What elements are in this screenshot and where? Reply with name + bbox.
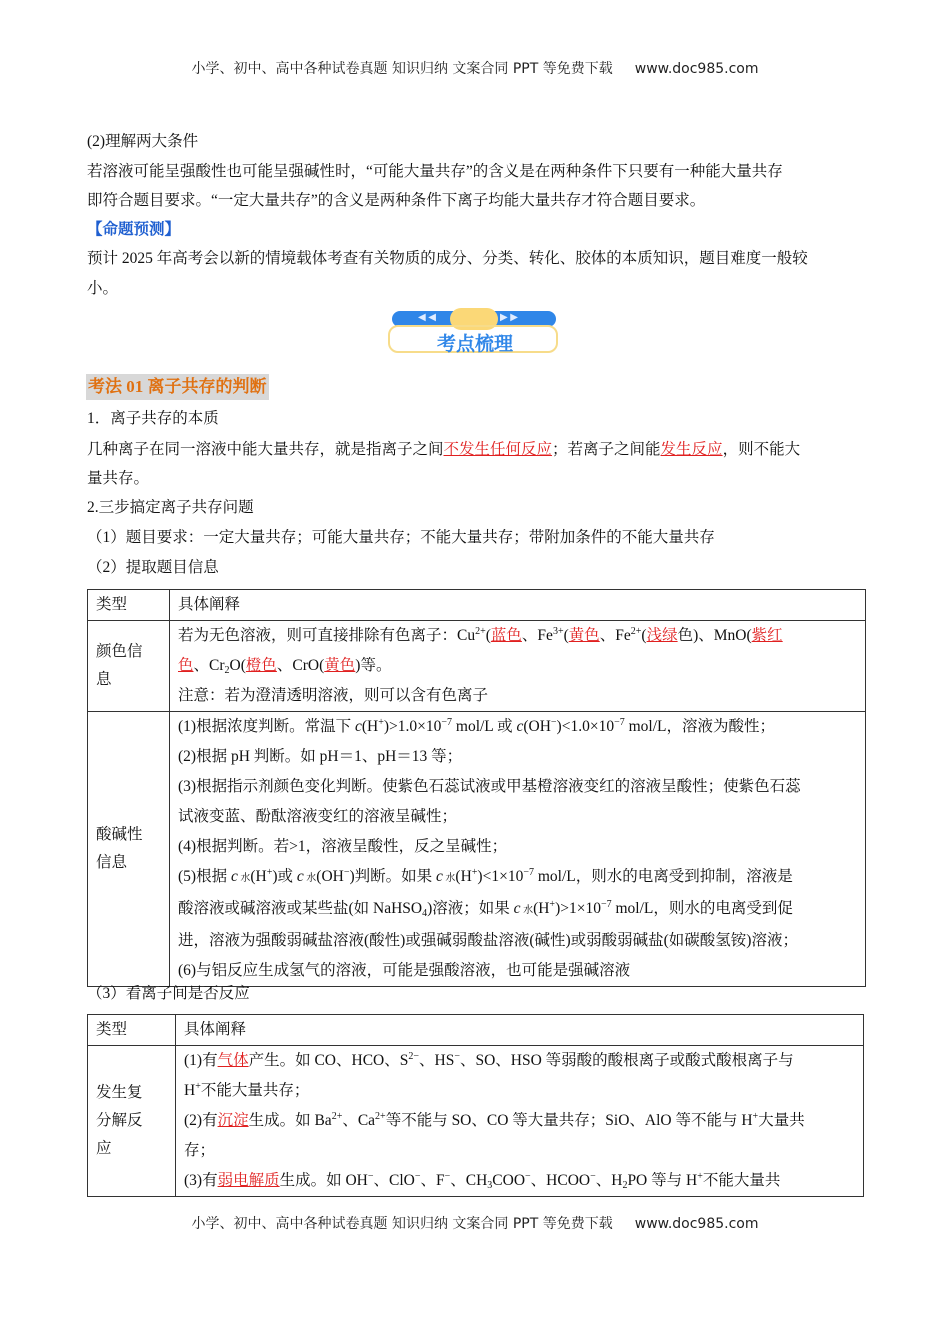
text-run: mol/L，溶液为酸性； — [624, 718, 775, 735]
text-run: 水 — [237, 873, 251, 884]
detail-line — [178, 651, 865, 681]
text-run: COO — [492, 1172, 526, 1189]
text-run: 若为无色溶液，则可直接排除有色离子：Cu — [178, 627, 476, 644]
text-run: + — [752, 1111, 759, 1122]
text-line — [87, 248, 808, 270]
text-run: )或 — [272, 868, 297, 885]
text-run: 、SO、HSO 等弱酸的酸根离子或酸式酸根离子与 — [459, 1052, 794, 1069]
text-run: (3)根据指示剂颜色变化判断。使紫色石蕊试液或甲基橙溶液变红的溶液呈酸性；使紫色石蕊 — [178, 778, 801, 795]
row-detail — [170, 621, 866, 712]
text-run: （2）提取题目信息 — [87, 559, 219, 576]
text-run: ( — [563, 627, 569, 644]
text-run: c — [230, 868, 238, 885]
highlighted-answer: 沉淀 — [217, 1112, 249, 1129]
text-run: 2+ — [630, 626, 642, 637]
column-header: 类型 — [88, 590, 170, 621]
text-run: (6)与铝反应生成氢气的溶液，可能是强酸溶液，也可能是强碱溶液 — [178, 962, 631, 979]
text-run: (2)理解两大条件 — [87, 133, 199, 150]
detail-line — [184, 1046, 863, 1076]
text-run: − — [367, 1171, 374, 1182]
text-run: 、Ca — [342, 1112, 376, 1129]
text-run: 、CH — [450, 1172, 488, 1189]
text-run: 2+ — [331, 1111, 343, 1122]
text-run: 2− — [408, 1051, 419, 1062]
text-line — [87, 468, 149, 490]
text-run: )>1×10 — [555, 900, 601, 917]
text-run: + — [697, 1171, 703, 1182]
text-run: 3+ — [552, 626, 564, 637]
text-run: H — [184, 1082, 196, 1099]
text-run: mol/L，则水的电离受到促 — [611, 900, 793, 917]
text-run: − — [550, 717, 557, 728]
text-run: 不能大量共存； — [200, 1082, 310, 1099]
text-run: 、Cr — [193, 657, 225, 674]
right-arrow-icon: ▶ ▶ — [500, 312, 518, 323]
text-run: 1．离子共存的本质 — [87, 410, 219, 427]
detail-line — [178, 742, 865, 772]
text-run: 存； — [184, 1142, 216, 1159]
detail-line — [178, 802, 865, 832]
banner-title: 考点梳理 — [436, 333, 513, 355]
text-run: c — [296, 868, 304, 885]
header-url[interactable]: www.doc985.com — [634, 61, 759, 77]
column-header: 具体阐释 — [170, 590, 866, 621]
footer-url[interactable]: www.doc985.com — [634, 1216, 759, 1232]
text-run: 、H — [595, 1172, 623, 1189]
text-run: (H — [455, 868, 472, 885]
highlighted-answer: 浅绿 — [646, 627, 678, 644]
text-run: 预计 2025 年高考会以新的情境载体考查有关物质的成分、分类、转化、胶体的本质知识，题目难度一般较 — [87, 250, 808, 267]
text-run: 大量共 — [758, 1112, 805, 1129]
text-line — [87, 131, 198, 153]
text-line — [87, 497, 254, 519]
highlighted-answer: 不发生任何反应 — [443, 441, 553, 458]
row-detail — [170, 712, 866, 987]
detail-line — [178, 681, 865, 711]
text-run: − — [525, 1171, 531, 1182]
table-row — [88, 621, 866, 712]
text-run: − — [444, 1171, 451, 1182]
text-run: 2+ — [475, 626, 486, 637]
text-run: 、Fe — [599, 627, 631, 644]
text-line — [87, 527, 715, 549]
text-run: 、HCOO — [530, 1172, 591, 1189]
text-run: 、ClO — [373, 1172, 415, 1189]
text-run: (H — [250, 868, 267, 885]
text-line — [87, 439, 800, 461]
highlighted-answer: 发生反应 — [660, 441, 723, 458]
text-run: −7 — [523, 867, 534, 878]
text-line — [87, 161, 783, 183]
highlighted-answer: 色 — [178, 657, 194, 674]
text-run: (H — [361, 718, 379, 735]
text-run: 若溶液可能呈强酸性也可能呈强碱性时，“可能大量共存”的含义是在两种条件下只要有一种能大量共存 — [87, 163, 783, 180]
left-arrow-icon: ◀ ◀ — [418, 312, 436, 323]
text-run: −7 — [614, 717, 625, 728]
text-run: )等。 — [355, 657, 392, 674]
text-run: 2 — [224, 665, 230, 676]
highlighted-answer: 紫红 — [751, 627, 783, 644]
text-run: (4)根据判断。若>1，溶液呈酸性，反之呈碱性； — [178, 838, 508, 855]
detail-line — [184, 1136, 863, 1166]
text-run: c — [513, 900, 521, 917]
text-run: 等不能与 SO、CO 等大量共存；SiO、AlO 等不能与 H — [385, 1112, 753, 1129]
text-run: 量共存。 — [87, 470, 150, 487]
highlighted-answer: 黄色 — [324, 657, 356, 674]
detail-line — [178, 832, 865, 862]
text-run: − — [590, 1171, 596, 1182]
text-run: )>1.0×10 — [383, 718, 442, 735]
text-run: (5)根据 — [178, 868, 231, 885]
text-run: −7 — [441, 717, 453, 728]
text-run: PO 等与 H — [627, 1172, 698, 1189]
type-label: 颜色信 — [96, 643, 143, 660]
table-row — [88, 1046, 864, 1197]
text-run: 即符合题目要求。“一定大量共存”的含义是两种条件下离子均能大量共存才符合题目要求。 — [87, 192, 706, 209]
text-run: − — [454, 1051, 460, 1062]
text-run: c — [354, 718, 362, 735]
reaction-table — [87, 1014, 864, 1197]
text-run: 水 — [442, 873, 456, 884]
text-run: 、Fe — [521, 627, 553, 644]
text-run: ( — [641, 627, 647, 644]
text-run: (H — [533, 900, 550, 917]
text-run: 不能大量共 — [702, 1172, 781, 1189]
text-line — [87, 408, 219, 430]
color-acid-table — [87, 589, 866, 987]
text-run: 水 — [303, 873, 317, 884]
text-run: )<1.0×10 — [556, 718, 615, 735]
text-run: mol/L，则水的电离受到抑制，溶液是 — [533, 868, 793, 885]
column-header: 类型 — [88, 1015, 176, 1046]
detail-line — [184, 1076, 863, 1106]
type-label: 酸碱性 — [96, 826, 143, 843]
text-run: 试液变蓝、酚酞溶液变红的溶液呈碱性； — [178, 808, 458, 825]
text-run: (1)根据浓度判断。常温下 — [178, 718, 355, 735]
column-header: 具体阐释 — [176, 1015, 864, 1046]
footer-text: 小学、初中、高中各种试卷真题 知识归纳 文案合同 PPT 等免费下载 — [191, 1216, 613, 1232]
text-run: 生成。如 OH — [279, 1172, 368, 1189]
page-footer — [0, 1213, 950, 1233]
text-line — [87, 278, 118, 300]
text-run: 生成。如 Ba — [248, 1112, 332, 1129]
row-detail — [176, 1046, 864, 1197]
text-line — [87, 190, 705, 212]
detail-line — [178, 862, 865, 894]
section-banner — [388, 309, 562, 356]
type-label: 分解反 — [96, 1112, 143, 1129]
text-run: ( — [485, 627, 491, 644]
text-run: ，则不能大 — [722, 441, 801, 458]
highlighted-answer: 弱电解质 — [217, 1172, 280, 1189]
text-run: ；若离子之间能 — [552, 441, 661, 458]
text-run: 色)、MnO( — [677, 627, 752, 644]
highlighted-answer: 蓝色 — [490, 627, 522, 644]
text-run: 水 — [520, 905, 534, 916]
text-run: )溶液；如果 — [427, 900, 514, 917]
text-run: − — [343, 867, 350, 878]
text-run: O( — [229, 657, 246, 674]
highlighted-answer: 气体 — [217, 1052, 249, 1069]
detail-line — [178, 621, 865, 651]
text-run: 2+ — [375, 1111, 386, 1122]
text-run: + — [471, 867, 478, 878]
table-row — [88, 712, 866, 987]
text-run: （1）题目要求：一定大量共存；可能大量共存；不能大量共存；带附加条件的不能大量共存 — [87, 529, 715, 546]
text-run: )<1×10 — [477, 868, 524, 885]
text-line — [87, 557, 219, 579]
text-run: 小。 — [87, 280, 119, 297]
text-run: + — [378, 717, 384, 728]
text-run: c — [516, 718, 524, 735]
highlighted-answer: 橙色 — [245, 657, 277, 674]
detail-line — [178, 894, 865, 926]
step3-heading: （3）看离子间是否反应 — [87, 985, 250, 1002]
text-run: (2)有 — [184, 1112, 218, 1129]
detail-line — [184, 1106, 863, 1136]
text-run: + — [195, 1081, 201, 1092]
row-type — [88, 712, 170, 987]
text-run: 注意：若为澄清透明溶液，则可以含有色离子 — [178, 687, 489, 704]
text-run: 几种离子在同一溶液中能大量共存，就是指离子之间 — [87, 441, 444, 458]
text-run: 2.三步搞定离子共存问题 — [87, 499, 254, 516]
text-run: 2 — [622, 1180, 628, 1191]
text-run: 、F — [420, 1172, 445, 1189]
text-run: 、HS — [419, 1052, 455, 1069]
text-run: 进，溶液为强酸弱碱盐溶液(酸性)或强碱弱酸盐溶液(碱性)或弱酸弱碱盐(如碳酸氢铵)溶液； — [178, 932, 798, 949]
text-run: 产生。如 CO、HCO、S — [248, 1052, 409, 1069]
detail-line — [178, 712, 865, 742]
text-run: (OH — [523, 718, 551, 735]
text-run: (OH — [316, 868, 344, 885]
type-label: 信息 — [96, 854, 128, 871]
text-run: 3 — [487, 1180, 493, 1191]
type-label: 发生复 — [96, 1084, 143, 1101]
detail-line — [178, 926, 865, 956]
type-label: 息 — [96, 671, 112, 688]
text-run: 4 — [422, 908, 428, 919]
type-label: 应 — [96, 1140, 112, 1157]
text-run: )判断。如果 — [349, 868, 437, 885]
detail-line — [178, 772, 865, 802]
text-run: − — [414, 1171, 421, 1182]
text-run: c — [436, 868, 443, 885]
text-run: (2)根据 pH 判断。如 pH＝1、pH＝13 等； — [178, 748, 463, 765]
text-run: + — [549, 899, 556, 910]
text-run: 酸溶液或碱溶液或某些盐(如 NaHSO — [178, 900, 423, 917]
header-text: 小学、初中、高中各种试卷真题 知识归纳 文案合同 PPT 等免费下载 — [191, 61, 613, 77]
text-run: + — [266, 867, 273, 878]
page-header — [0, 58, 950, 78]
text-run: (1)有 — [184, 1052, 218, 1069]
text-run: (3)有 — [184, 1172, 218, 1189]
detail-line — [184, 1166, 863, 1196]
row-type — [88, 1046, 176, 1197]
text-run: 、CrO( — [276, 657, 325, 674]
highlighted-answer: 黄色 — [568, 627, 600, 644]
text-run: 【命题预测】 — [87, 221, 181, 238]
text-run: mol/L 或 — [452, 718, 517, 735]
detail-line — [178, 956, 865, 986]
text-run: −7 — [600, 899, 612, 910]
text-line — [87, 219, 180, 241]
section-title: 考法 01 离子共存的判断 — [86, 374, 269, 400]
row-type — [88, 621, 170, 712]
